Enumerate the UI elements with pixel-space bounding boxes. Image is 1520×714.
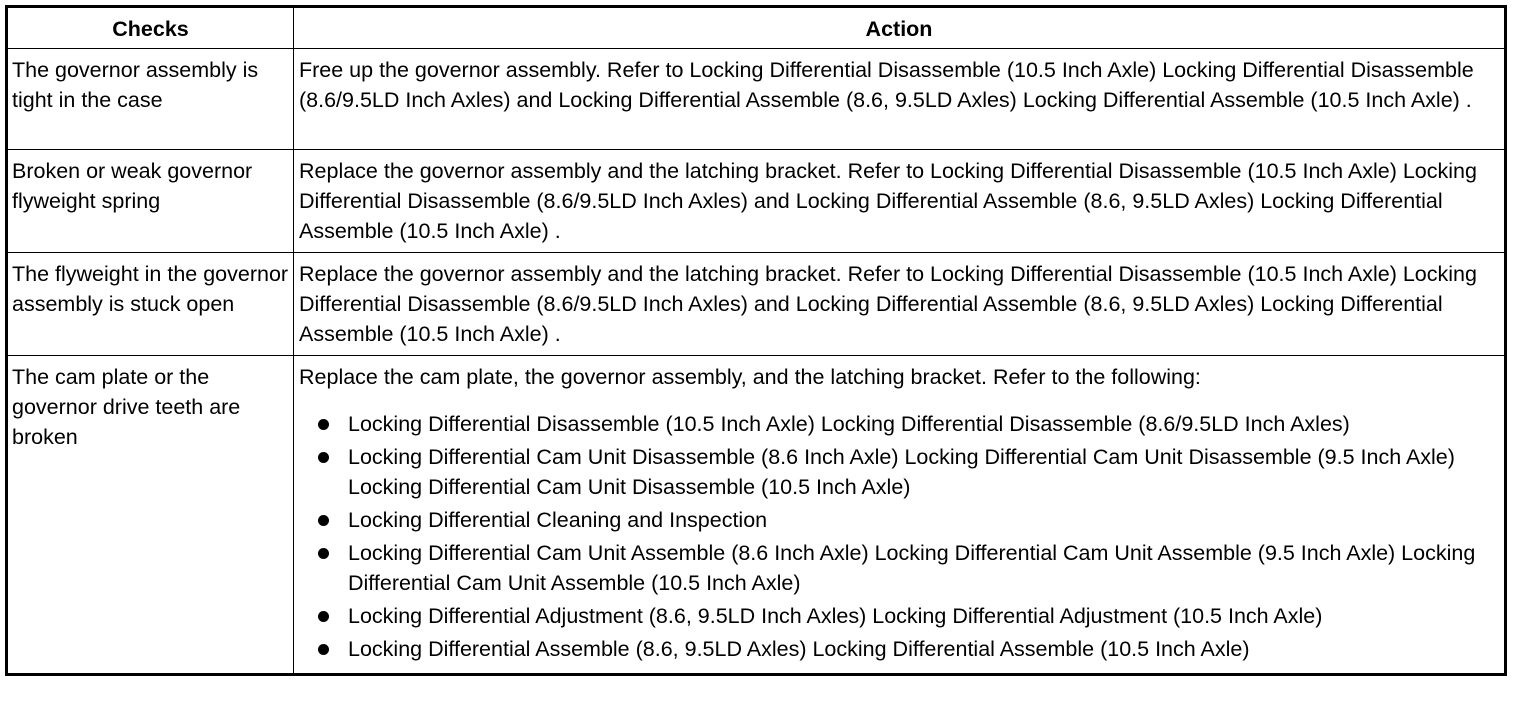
list-item-text: Locking Differential Disassemble (10.5 Inch Axle) Locking Differential Disassemble (8.6/9.5LD Inch Axles): [348, 412, 1350, 436]
check-cell: The governor assembly is tight in the case: [7, 49, 294, 150]
header-row: [7, 7, 1506, 49]
bullet-icon: [318, 452, 329, 463]
action-intro-text: Replace the cam plate, the governor assembly, and the latching bracket. Refer to the following:: [299, 365, 1201, 389]
bullet-icon: [318, 611, 329, 622]
list-item: [299, 442, 1496, 502]
table-row: [7, 49, 1506, 150]
table-row: [7, 253, 1506, 356]
list-item-text: Locking Differential Cam Unit Disassemble (8.6 Inch Axle) Locking Differential Cam Unit Disassemble (9.5 Inch Axle) Locking Differential Cam Unit Disassemble (10.5 Inch Axle): [348, 445, 1455, 499]
check-cell: The cam plate or the governor drive teeth are broken: [7, 356, 294, 675]
action-cell: Free up the governor assembly. Refer to Locking Differential Disassemble (10.5 Inch Axle) Locking Differential Disassemble (8.6/9.5LD Inch Axles) and Locking Differential Assemble (8.6, 9.5LD Axles) Locking Differential Assemble (10.5 Inch Axle) .: [294, 49, 1506, 150]
list-item-text: Locking Differential Assemble (8.6, 9.5LD Axles) Locking Differential Assemble (10.5 Inch Axle): [348, 637, 1250, 661]
bullet-icon: [318, 548, 329, 559]
table-row: [7, 356, 1506, 675]
checks-column-header: Checks: [7, 7, 294, 49]
procedure-list: [299, 409, 1496, 664]
bullet-icon: [318, 515, 329, 526]
list-item: [299, 409, 1496, 439]
list-item-text: Locking Differential Adjustment (8.6, 9.5LD Inch Axles) Locking Differential Adjustment (10.5 Inch Axle): [348, 604, 1323, 628]
list-item: [299, 601, 1496, 631]
action-cell: Replace the governor assembly and the latching bracket. Refer to Locking Differential Disassemble (10.5 Inch Axle) Locking Differential Disassemble (8.6/9.5LD Inch Axles) and Locking Differential Assemble (8.6, 9.5LD Axles) Locking Differential Assemble (10.5 Inch Axle) .: [294, 253, 1506, 356]
list-item-text: Locking Differential Cleaning and Inspection: [348, 508, 768, 532]
action-cell: Replace the governor assembly and the latching bracket. Refer to Locking Differential Disassemble (10.5 Inch Axle) Locking Differential Disassemble (8.6/9.5LD Inch Axles) and Locking Differential Assemble (8.6, 9.5LD Axles) Locking Differential Assemble (10.5 Inch Axle) .: [294, 150, 1506, 253]
list-item-text: Locking Differential Cam Unit Assemble (8.6 Inch Axle) Locking Differential Cam Unit Assemble (9.5 Inch Axle) Locking Differential Cam Unit Assemble (10.5 Inch Axle): [348, 541, 1476, 595]
list-item: [299, 505, 1496, 535]
action-column-header: Action: [294, 7, 1506, 49]
bullet-icon: [318, 644, 329, 655]
list-item: [299, 538, 1496, 598]
diagnostic-table: [5, 5, 1507, 676]
table-row: [7, 150, 1506, 253]
check-cell: The flyweight in the governor assembly is stuck open: [7, 253, 294, 356]
action-cell: [294, 356, 1506, 675]
check-cell: Broken or weak governor flyweight spring: [7, 150, 294, 253]
list-item: [299, 634, 1496, 664]
bullet-icon: [318, 419, 329, 430]
